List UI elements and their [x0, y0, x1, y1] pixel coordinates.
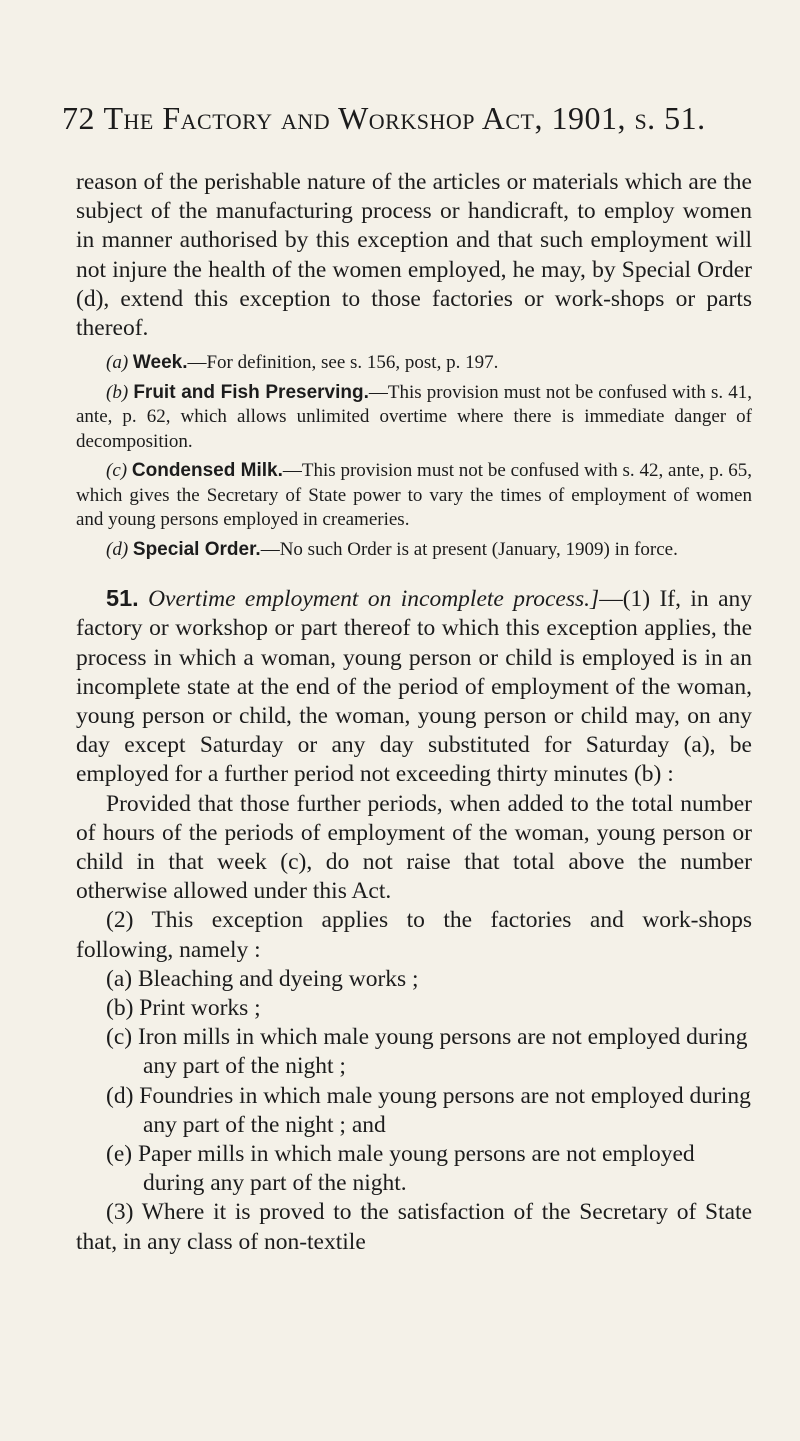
page-number: 72 — [62, 100, 95, 136]
note-heading: Condensed Milk. — [131, 460, 283, 482]
note-d — [76, 538, 752, 563]
note-a — [76, 351, 752, 376]
note-heading: Fruit and Fish Preserving. — [133, 381, 369, 403]
list-item: (c) Iron mills in which male young persons are not employed during any part of the night ; — [106, 1024, 748, 1080]
note-heading: Special Order. — [132, 538, 261, 560]
section-51-subsection-1 — [76, 584, 752, 789]
note-marker: (d) — [106, 538, 129, 560]
list-item: (d) Foundries in which male young persons are not employed during any part of the night ; and — [106, 1082, 751, 1138]
section-number: 51. — [106, 585, 139, 612]
note-text: —This provision must not be confused with s. 41, ante, p. 62, which allows unlimited overtime where there is immediate danger of decomposition. — [76, 381, 753, 452]
note-text: —For definition, see s. 156, post, p. 197. — [187, 352, 499, 374]
list-item: (a) Bleaching and dyeing works ; — [106, 965, 419, 992]
note-text: —This provision must not be confused with s. 42, ante, p. 65, which gives the Secretary of State power to vary the times of employment of women and young persons employed in creameries. — [76, 460, 752, 531]
footnotes — [76, 351, 752, 562]
note-marker: (a) — [106, 352, 129, 374]
note-c — [76, 459, 752, 533]
list-item: (b) Print works ; — [106, 995, 261, 1022]
subsection-2: (2) This exception applies to the factories and work-shops following, namely : — [76, 907, 752, 963]
note-text: —No such Order is at present (January, 1909) in force. — [260, 538, 678, 560]
running-title: The Factory and Workshop Act, 1901, s. 51. — [103, 100, 706, 136]
note-heading: Week. — [132, 352, 188, 374]
list-item: (e) Paper mills in which male young persons are not employed during any part of the night. — [106, 1141, 695, 1197]
running-header — [62, 100, 752, 137]
note-marker: (b) — [106, 381, 129, 403]
proviso: Provided that those further periods, when added to the total number of hours of the periods of employment of the woman, young person or child in that week (c), do not raise that total above the number otherwise allowed under this Act. — [76, 790, 752, 905]
subsection-1-text: —(1) If, in any factory or workshop or part thereof to which this exception applies, the process in which a woman, young person or child is employed is in an incomplete state at the end of the period of employment of the woman, young person or child, the woman, young person or child may, on any day except Saturday or any day substituted for Saturday (a), be employed for a further period not exceeding thirty minutes (b) : — [76, 586, 753, 788]
subsection-3: (3) Where it is proved to the satisfaction of the Secretary of State that, in any class of non-textile — [76, 1199, 752, 1255]
note-b — [76, 381, 752, 455]
note-marker: (c) — [106, 460, 128, 482]
section-title: Overtime employment on incomplete process.] — [148, 586, 600, 613]
page-body — [76, 168, 752, 1257]
intro-paragraph: reason of the perishable nature of the articles or materials which are the subject of the manufacturing process or handicraft, to employ women in manner authorised by this exception and that such employment will not injure the health of the women employed, he may, by Special Order (d), extend this exception to those factories or work-shops or parts thereof. — [76, 169, 752, 342]
